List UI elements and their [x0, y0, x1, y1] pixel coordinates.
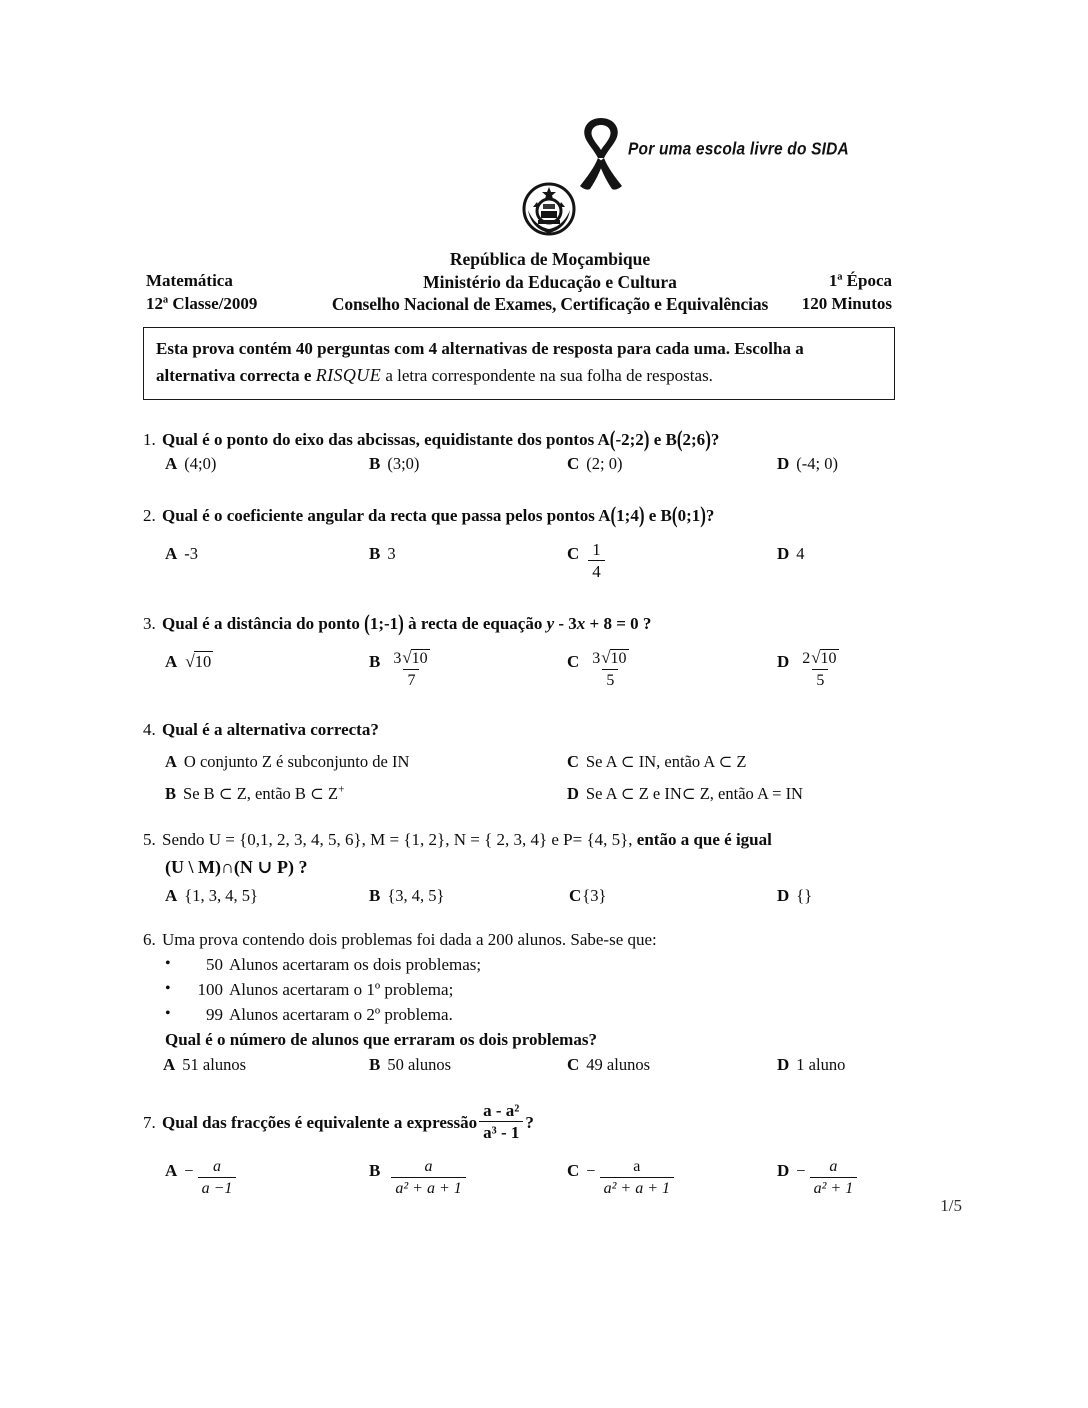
option-letter: D [777, 652, 790, 671]
fraction-denominator: a −1 [198, 1177, 237, 1198]
option-letter: C [567, 652, 580, 671]
question-6-options [143, 1053, 903, 1081]
question-6-bullet-list [143, 952, 903, 1027]
equation-var-x: x [576, 614, 586, 633]
question-2-point-A: A [598, 506, 611, 525]
campaign-slogan: Por uma escola livre do SIDA [628, 139, 849, 159]
header-left [146, 270, 257, 315]
instructions-line2-part2: a letra correspondente na sua folha de respostas. [381, 366, 713, 385]
question-5-stem-sets: Sendo U = {0,1, 2, 3, 4, 5, 6}, M = {1, 2}, N = { 2, 3, 4} e P= {4, 5}, [162, 830, 637, 849]
option-letter: B [369, 454, 381, 473]
option-letter: B [369, 652, 381, 671]
council-line: Conselho Nacional de Exames, Certificação e Equivalências [331, 294, 769, 314]
bullet-text: Alunos acertaram o 1º problema; [229, 980, 454, 999]
question-2-number: 2. [143, 506, 156, 525]
epoch-label: 1ª Época [828, 271, 892, 290]
option-5-D[interactable] [777, 884, 812, 908]
option-value: Se A ⊂ Z e IN⊂ Z, então A = IN [585, 784, 803, 803]
question-7-stem [143, 1103, 903, 1143]
fraction-numerator [389, 649, 433, 669]
list-item [143, 1002, 903, 1027]
question-2-stem: 2. Qual é o coeficiente angular da recta que passa pelos pontos A(1;4) e B(0;1)? [143, 502, 715, 529]
option-value-superscript: + [338, 783, 345, 796]
question-2-stem-text: Qual é o coeficiente angular da recta que passa pelos pontos [162, 506, 599, 525]
sqrt-icon: √10 [811, 648, 837, 667]
question-1-stem-end: ? [710, 430, 720, 449]
option-2-D[interactable] [777, 542, 805, 566]
question-2 [143, 504, 903, 594]
option-6-D[interactable] [777, 1053, 845, 1077]
option-value: {1, 3, 4, 5} [184, 886, 258, 905]
question-1-stem: 1. Qual é o ponto do eixo das abcissas, equidistante dos pontos A(-2;2) e B(2;6)? [143, 426, 720, 453]
option-letter: B [165, 784, 177, 803]
option-5-C[interactable] [569, 884, 606, 908]
list-item [143, 952, 903, 977]
question-4-options-row-2 [143, 782, 903, 814]
option-value [810, 1158, 858, 1198]
option-letter: A [165, 1161, 178, 1180]
option-letter: C [567, 544, 580, 563]
option-3-A[interactable] [165, 650, 213, 674]
instructions-line2-part1: alternativa correcta e [156, 366, 316, 385]
option-letter: D [567, 784, 579, 803]
option-value: (2; 0) [586, 454, 623, 473]
equation-var-y: y [546, 614, 555, 633]
instructions-line-1: Esta prova contém 40 perguntas com 4 alternativas de resposta para cada uma. Escolha a [156, 339, 804, 358]
bullet-count: 99 [206, 1005, 223, 1024]
option-sign: − [184, 1161, 194, 1180]
question-2-point-A-arg: 1;4 [616, 506, 639, 525]
option-value: O conjunto Z é subconjunto de IN [183, 752, 410, 771]
option-value: 1 aluno [796, 1055, 846, 1074]
option-1-D[interactable] [777, 452, 838, 476]
question-5-number: 5. [143, 830, 156, 849]
fraction-denominator: 5 [812, 669, 828, 690]
option-3-B[interactable] [369, 650, 436, 691]
option-sign: − [586, 1161, 596, 1180]
option-1-B[interactable] [369, 452, 419, 476]
option-2-B[interactable] [369, 542, 396, 566]
question-1-point-B-arg: 2;6 [682, 430, 706, 449]
sqrt-icon: √10 [601, 648, 627, 667]
option-letter: C [569, 886, 582, 905]
option-letter: A [165, 752, 177, 771]
radicand: 10 [411, 650, 428, 667]
question-2-options [143, 542, 903, 594]
question-5 [143, 828, 903, 914]
option-4-B[interactable] [165, 782, 344, 806]
header-logo-block [520, 108, 880, 238]
question-4 [143, 718, 903, 814]
option-value: (3;0) [387, 454, 420, 473]
option-4-D[interactable] [567, 782, 803, 806]
grade-year-label: 12ª Classe/2009 [146, 293, 258, 313]
option-letter: B [369, 1055, 381, 1074]
sqrt-icon: √10 [185, 652, 212, 671]
bullet-count: 50 [206, 955, 223, 974]
bullet-text: Alunos acertaram o 2º problema. [229, 1005, 453, 1024]
fraction-denominator: 5 [602, 669, 618, 690]
option-value [391, 1158, 465, 1198]
option-value: (4;0) [184, 454, 217, 473]
ministry-line: Ministério da Educação e Cultura [423, 271, 677, 292]
question-1 [143, 428, 903, 482]
option-letter: B [369, 1161, 381, 1180]
option-letter: D [777, 1161, 790, 1180]
coefficient: 3 [393, 650, 402, 667]
fraction-numerator: a [829, 1158, 838, 1175]
fraction-denominator: a² + 1 [810, 1177, 858, 1198]
option-letter: D [777, 544, 790, 563]
radicand: 10 [820, 650, 837, 667]
instructions-box [143, 327, 895, 400]
question-6 [143, 928, 903, 1081]
option-2-C[interactable] [567, 542, 607, 582]
bullet-count: 100 [197, 980, 223, 999]
question-1-stem-text: Qual é o ponto do eixo das abcissas, equidistante dos pontos [162, 430, 598, 449]
option-7-D[interactable] [777, 1159, 859, 1199]
fraction-numerator: 1 [592, 540, 601, 559]
fraction-denominator: 7 [403, 669, 419, 690]
option-3-C[interactable] [567, 650, 635, 691]
fraction-numerator: a [633, 1158, 641, 1175]
question-5-stem-line-2: (U \ M)∩(N ∪ P) ? [165, 857, 308, 877]
option-value [798, 649, 842, 690]
fraction-numerator [798, 649, 842, 669]
duration-label: 120 Minutos [801, 293, 892, 313]
option-letter: C [567, 1161, 580, 1180]
option-2-A[interactable] [165, 542, 198, 566]
option-letter: A [165, 544, 178, 563]
option-letter: C [567, 752, 579, 771]
option-value [588, 649, 632, 690]
question-1-options [143, 452, 903, 482]
header-right [802, 270, 892, 315]
option-7-A[interactable] [165, 1159, 238, 1199]
page-number: 1/5 [940, 1196, 962, 1215]
option-6-C[interactable] [567, 1053, 650, 1077]
option-value: (-4; 0) [796, 454, 838, 473]
option-letter: D [777, 1055, 790, 1074]
option-value: 3 [387, 544, 396, 563]
question-1-point-A-arg: -2;2 [615, 430, 644, 449]
question-5-stem-bold: então a que é igual [636, 830, 772, 849]
question-2-point-B-arg: 0;1 [677, 506, 701, 525]
question-4-number: 4. [143, 720, 156, 739]
subject-label: Matemática [146, 271, 233, 290]
question-3-stem-text: Qual é a distância do ponto [162, 614, 365, 633]
header-center [280, 248, 820, 316]
option-value [198, 1158, 237, 1198]
question-4-stem [143, 718, 903, 742]
question-1-number: 1. [143, 430, 156, 449]
option-value: {} [796, 886, 813, 905]
radicand: 10 [194, 652, 212, 671]
mozambique-coat-of-arms-icon [520, 180, 578, 238]
option-letter: A [165, 454, 178, 473]
republic-line: República de Moçambique [449, 249, 651, 269]
fraction-numerator: a - a² [483, 1101, 520, 1120]
question-6-stem [143, 928, 903, 952]
risque-emphasis: RISQUE [315, 365, 382, 385]
question-7-stem-end: ? [525, 1113, 534, 1132]
question-6-stem-text: Uma prova contendo dois problemas foi dada a 200 alunos. Sabe-se que: [162, 930, 657, 949]
question-1-point-B: B [665, 430, 677, 449]
option-letter: B [369, 544, 381, 563]
option-6-A[interactable] [163, 1053, 246, 1077]
option-4-C[interactable] [567, 750, 746, 774]
equation-mid: - 3 [554, 614, 577, 633]
question-1-conj: e [649, 430, 666, 449]
option-letter: A [165, 886, 178, 905]
question-7 [143, 1103, 903, 1211]
question-3 [143, 612, 903, 702]
radicand: 10 [610, 650, 627, 667]
option-3-D[interactable] [777, 650, 845, 691]
option-value: {3} [582, 886, 607, 905]
option-value: 51 alunos [182, 1055, 246, 1074]
coefficient: 3 [592, 650, 601, 667]
option-value: -3 [184, 544, 199, 563]
question-7-number: 7. [143, 1113, 156, 1132]
option-6-B[interactable] [369, 1053, 451, 1077]
fraction-numerator [588, 649, 632, 669]
option-value: Se A ⊂ IN, então A ⊂ Z [585, 752, 747, 771]
bullet-text: Alunos acertaram os dois problemas; [229, 955, 482, 974]
instructions-line-2 [156, 362, 882, 389]
option-letter: C [567, 454, 580, 473]
option-7-B[interactable] [369, 1159, 468, 1199]
fraction-numerator: a [424, 1158, 433, 1175]
option-value: Se B ⊂ Z, então B ⊂ Z [183, 784, 339, 803]
question-5-stem-line-1 [143, 828, 903, 852]
question-4-options-row-1 [143, 750, 903, 782]
option-value [389, 649, 433, 690]
question-5-options [143, 884, 903, 914]
option-value: 49 alunos [586, 1055, 650, 1074]
option-value: 50 alunos [387, 1055, 452, 1074]
fraction-denominator: a² + a + 1 [391, 1177, 465, 1198]
list-item [143, 977, 903, 1002]
option-5-B[interactable] [369, 884, 444, 908]
option-7-C[interactable] [567, 1159, 676, 1199]
option-1-C[interactable] [567, 452, 622, 476]
question-4-stem-text: Qual é a alternativa correcta? [162, 720, 379, 739]
option-value: {3, 4, 5} [387, 886, 445, 905]
question-3-stem: 3. Qual é a distância do ponto (1;-1) à recta de equação y - 3x + 8 = 0 ? [143, 610, 652, 637]
option-letter: B [369, 886, 381, 905]
option-value [600, 1158, 674, 1198]
option-value [184, 650, 213, 674]
question-6-sub-question: Qual é o número de alunos que erraram os dois problemas? [165, 1030, 597, 1049]
sqrt-icon: √10 [402, 648, 428, 667]
question-7-expression [479, 1102, 523, 1142]
document-header [0, 248, 1088, 316]
option-1-A[interactable] [165, 452, 216, 476]
questions-area [143, 428, 903, 1211]
question-1-point-A: A [597, 430, 610, 449]
option-letter: A [163, 1055, 176, 1074]
fraction-denominator: a² + a + 1 [600, 1177, 674, 1198]
question-2-point-B: B [660, 506, 672, 525]
option-letter: A [165, 652, 178, 671]
option-value [588, 541, 605, 581]
question-3-number: 3. [143, 614, 156, 633]
option-letter: D [777, 454, 790, 473]
option-value: 4 [796, 544, 805, 563]
option-letter: C [567, 1055, 580, 1074]
question-3-point: 1;-1 [369, 614, 399, 633]
question-2-stem-end: ? [705, 506, 715, 525]
option-5-A[interactable] [165, 884, 258, 908]
coefficient: 2 [802, 650, 811, 667]
aids-ribbon-icon [570, 114, 632, 194]
option-4-A[interactable] [165, 750, 409, 774]
question-7-options [143, 1159, 903, 1211]
question-2-conj: e [644, 506, 661, 525]
question-6-number: 6. [143, 930, 156, 949]
fraction-denominator: a³ - 1 [479, 1121, 523, 1142]
fraction-numerator: a [212, 1158, 221, 1175]
fraction-denominator: 4 [588, 560, 605, 581]
option-sign: − [796, 1161, 806, 1180]
question-7-stem-text: Qual das fracções é equivalente a expressão [162, 1113, 478, 1132]
equation-end: + 8 = 0 ? [585, 614, 652, 633]
option-letter: D [777, 886, 790, 905]
question-3-stem-mid: à recta de equação [403, 614, 547, 633]
question-3-options [143, 650, 903, 702]
